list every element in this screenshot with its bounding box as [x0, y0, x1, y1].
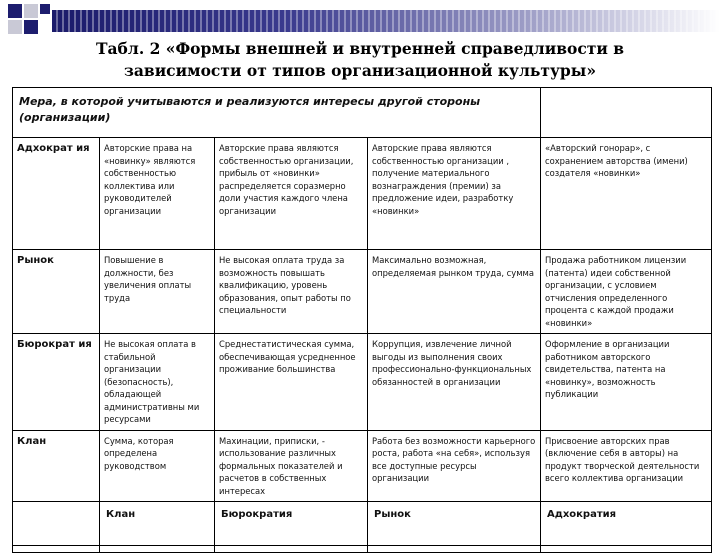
table-cell: Повышение в должности, без увеличения оплаты труда	[100, 250, 215, 334]
table-cell: Оформление в организации работником авторского свидетельства, патента на «новинку», возможность публикации	[541, 334, 712, 431]
title-line-1: Табл. 2 «Формы внешней и внутренней справедливости в	[95, 39, 625, 58]
decor-square	[8, 20, 22, 34]
table-cell: Продажа работником лицензии (патента) идеи собственной организации, с условием отчисления определенного процента с каждой продажи «новинки»	[541, 250, 712, 334]
table-row	[13, 430, 712, 502]
table-cell: Не высокая оплата труда за возможность повышать квалификацию, уровень образования, опыт работы по специальности	[215, 250, 368, 334]
table-cell: Сумма, которая определена руководством	[100, 430, 215, 502]
table-cell: Среднестатистическая сумма, обеспечивающая усредненное проживание большинства	[215, 334, 368, 431]
table-header-row	[13, 88, 712, 138]
header-band-stripes	[52, 10, 720, 32]
footer-label-market: Рынок	[368, 502, 541, 546]
table-cell: Не высокая оплата в стабильной организации (безопасность), обладающей административны ми ресурсами	[100, 334, 215, 431]
table-cell: Присвоение авторских прав (включение себя в авторы) на продукт творческой деятельности всего коллектива организации	[541, 430, 712, 502]
title-line-2: зависимости от типов организационной культуры»	[123, 61, 597, 80]
table-cell	[541, 546, 712, 553]
table-cell: Махинации, приписки, - использование различных формальных показателей и расчетов в собственных интересах	[215, 430, 368, 502]
footer-label-bureaucracy: Бюрократия	[215, 502, 368, 546]
decor-square	[24, 4, 38, 18]
decor-square	[24, 20, 38, 34]
row-label: Адхократ ия	[13, 138, 100, 250]
table-cell: Авторские права являются собственностью организации, прибыль от «новинки» распределяется соразмерно доли участия каждого члена организации	[215, 138, 368, 250]
row-label: Бюрократ ия	[13, 334, 100, 431]
table-cell: Авторские права на «новинку» являются собственностью коллектива или руководителей организации	[100, 138, 215, 250]
table-footer-row	[13, 502, 712, 546]
table-row	[13, 138, 712, 250]
table-cell	[13, 546, 100, 553]
table-row	[13, 250, 712, 334]
justice-forms-table	[12, 87, 712, 553]
table-row	[13, 334, 712, 431]
table-cell: Авторские права являются собственностью организации , получение материального вознаграждения (премии) за предложение идеи, разработку «новинки»	[368, 138, 541, 250]
footer-label-adhocracy: Адхократия	[541, 502, 712, 546]
table-cell	[100, 546, 215, 553]
table-cell: Работа без возможности карьерного роста, работа «на себя», используя все доступные ресурсы организации	[368, 430, 541, 502]
table-header-cell: Мера, в которой учитываются и реализуются интересы другой стороны (организации)	[13, 88, 541, 138]
decor-square	[40, 4, 50, 14]
table-cell: Максимально возможная, определяемая рынком труда, сумма	[368, 250, 541, 334]
table-cell: «Авторский гонорар», с сохранением авторства (имени) создателя «новинки»	[541, 138, 712, 250]
table-cell	[368, 546, 541, 553]
table-header-empty-cell	[541, 88, 712, 138]
table-cell: Коррупция, извлечение личной выгоды из выполнения своих профессионально-функциональных обязанностей в организации	[368, 334, 541, 431]
table-cell	[215, 546, 368, 553]
page-title	[0, 38, 720, 82]
table-bottom-row	[13, 546, 712, 553]
footer-label-clan: Клан	[100, 502, 215, 546]
row-label: Рынок	[13, 250, 100, 334]
decor-square	[8, 4, 22, 18]
footer-empty-cell	[13, 502, 100, 546]
row-label: Клан	[13, 430, 100, 502]
